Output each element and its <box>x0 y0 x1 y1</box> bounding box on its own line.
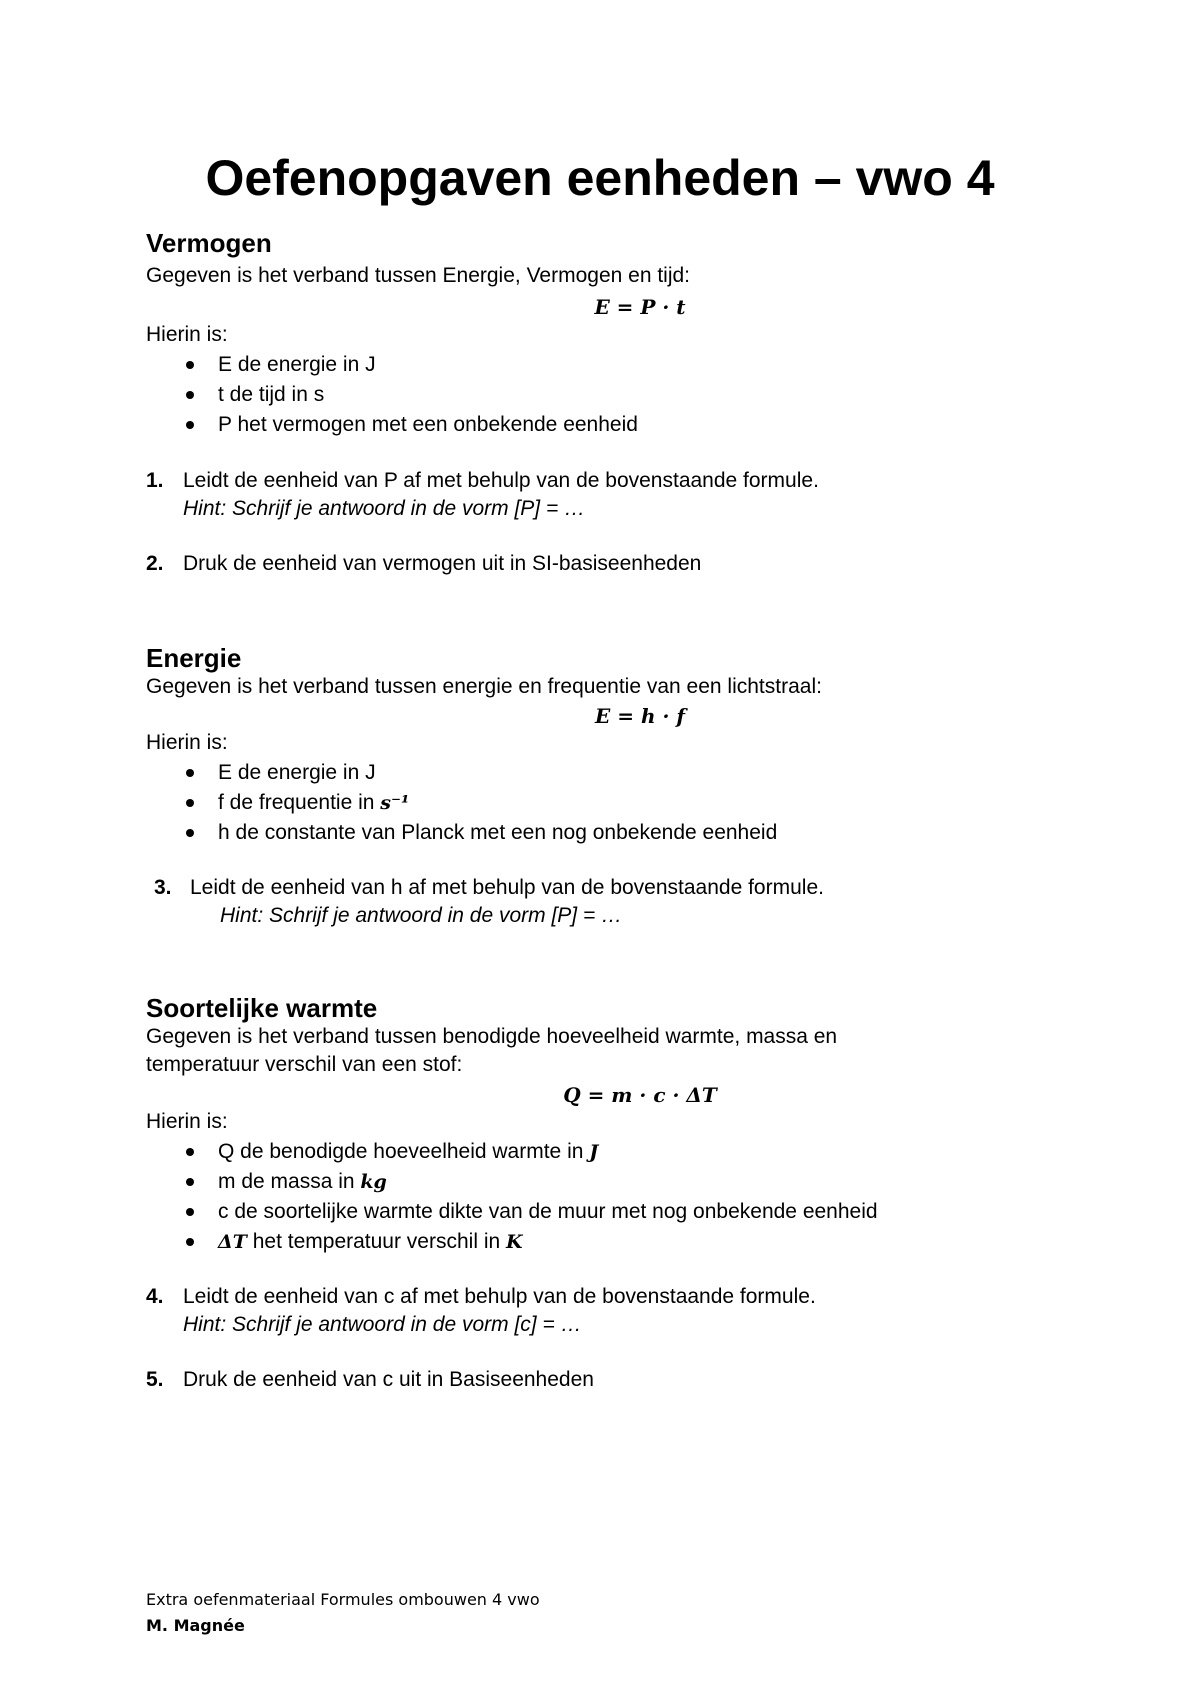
bullet-icon <box>186 1238 194 1246</box>
bullet-icon <box>186 361 194 369</box>
section-heading-soortelijke-warmte: Soortelijke warmte <box>146 993 378 1023</box>
bullet-icon <box>186 1178 194 1186</box>
formula: E = P · t <box>594 295 686 319</box>
formula: Q = m · c · ΔT <box>563 1083 717 1107</box>
question-text: Druk de eenheid van vermogen uit in SI-basiseenheden <box>183 552 702 575</box>
hierin-label: Hierin is: <box>146 323 228 346</box>
bullet-icon <box>186 1148 194 1156</box>
unit-math: s⁻¹ <box>380 792 410 814</box>
question-text: Leidt de eenheid van h af met behulp van de bovenstaande formule. <box>190 876 824 899</box>
question-number: 3. <box>154 876 172 899</box>
section-heading-energie: Energie <box>146 643 242 673</box>
section-intro: Gegeven is het verband tussen benodigde hoeveelheid warmte, massa en <box>146 1025 838 1048</box>
bullet-icon <box>186 769 194 777</box>
hierin-label: Hierin is: <box>146 1110 228 1133</box>
question-text: Leidt de eenheid van P af met behulp van de bovenstaande formule. <box>183 469 819 492</box>
section-intro: Gegeven is het verband tussen energie en frequentie van een lichtstraal: <box>146 675 822 698</box>
unit-math: K <box>506 1231 523 1253</box>
bullet-icon <box>186 799 194 807</box>
section-intro: temperatuur verschil van een stof: <box>146 1053 463 1076</box>
unit-math: kg <box>360 1171 387 1193</box>
bullet-icon <box>186 391 194 399</box>
question-number: 2. <box>146 552 164 575</box>
section-intro: Gegeven is het verband tussen Energie, Vermogen en tijd: <box>146 264 691 287</box>
bullet-icon <box>186 1208 194 1216</box>
page-title: Oefenopgaven eenheden – vwo 4 <box>205 150 995 206</box>
question-text: Leidt de eenheid van c af met behulp van de bovenstaande formule. <box>183 1285 816 1308</box>
footer-line: Extra oefenmateriaal Formules ombouwen 4 vwo <box>146 1590 540 1609</box>
bullet-icon <box>186 421 194 429</box>
formula: E = h · f <box>595 704 685 728</box>
question-number: 5. <box>146 1368 164 1391</box>
question-text: Druk de eenheid van c uit in Basiseenheden <box>183 1368 594 1391</box>
hierin-label: Hierin is: <box>146 731 228 754</box>
unit-math: J <box>589 1141 599 1163</box>
question-hint: Hint: Schrijf je antwoord in de vorm [P] = … <box>220 904 623 927</box>
question-number: 1. <box>146 469 164 492</box>
question-number: 4. <box>146 1285 164 1308</box>
question-hint: Hint: Schrijf je antwoord in de vorm [P] = … <box>183 497 586 520</box>
document-page: Oefenopgaven eenheden – vwo 4 Vermogen Gegeven is het verband tussen Energie, Vermogen en tijd: E = P · t Hierin is: E de energie in J t de tijd in s P het vermogen met een onbekende eenheid 1. Leidt de eenheid van P af met behulp van de bovenstaande formule. Hint: Schrijf je antwoord in de vorm [P] = … 2. Druk de eenheid van vermogen uit in SI-basiseenheden Energie Gegeven is het verband tussen energie en frequentie van een lichtstraal: E = h · f Hierin is: E de energie in J f de frequentie in s⁻¹ h de constante van Planck met een nog onbekende eenheid 3. Leidt de eenheid van h af met behulp van de bovenstaande formule. Hint: Schrijf je antwoord in de vorm [P] = … Soortelijke warmte Gegeven is het verband tussen benodigde hoeveelheid warmte, massa en temperatuur verschil van een stof: Q = m · c · ΔT Hierin is: Q de benodigde hoeveelheid warmte in J m de massa in kg c de soortelijke warmte dikte van de muur met nog onbekende eenheid ΔT het temperatuur verschil in K 4. Leidt de eenheid van c af met behulp van de bovenstaande formule. Hint: Schrijf je antwoord in de vorm [c] = … 5. Druk de eenheid van c uit in Basiseenheden Extra oefenmateriaal Formules ombouwen 4 vwo M. Magnée <box>0 0 1200 1696</box>
question-hint: Hint: Schrijf je antwoord in de vorm [c] = … <box>183 1313 582 1336</box>
bullet-icon <box>186 829 194 837</box>
section-heading-vermogen: Vermogen <box>146 228 272 258</box>
footer-author: M. Magnée <box>146 1616 245 1635</box>
symbol-math: ΔT <box>218 1231 247 1253</box>
